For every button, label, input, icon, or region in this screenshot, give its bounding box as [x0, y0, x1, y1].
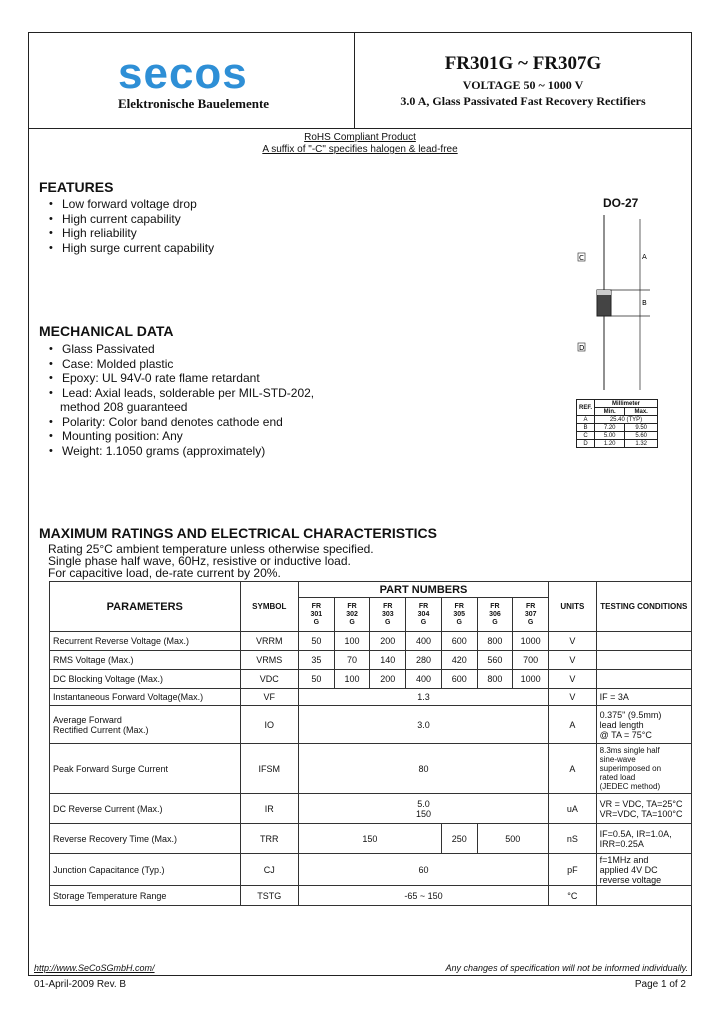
part-numbers-header: PART NUMBERS: [298, 582, 548, 598]
condition-cell: [596, 670, 691, 689]
ratings-note-2: Single phase half wave, 60Hz, resistive or inductive load.: [48, 554, 351, 568]
dim-max: 9.50: [625, 424, 658, 432]
table-row: [50, 670, 692, 689]
condition-cell: IF=0.5A, IR=1.0A, IRR=0.25A: [596, 824, 691, 854]
value-cell: 600: [441, 632, 477, 651]
unit-cell: pF: [549, 854, 597, 886]
list-item: • High current capability: [49, 212, 214, 227]
dim-ref: C: [577, 432, 595, 440]
units-header: UNITS: [549, 582, 597, 632]
symbol-cell: IR: [240, 794, 298, 824]
value-cell: 800: [477, 670, 513, 689]
value-cell: 500: [477, 824, 548, 854]
unit-cell: V: [549, 689, 597, 706]
dim-label: A: [642, 253, 647, 261]
value-cell: 400: [406, 670, 442, 689]
dim-min: 5.00: [595, 432, 625, 440]
symbol-cell: CJ: [240, 854, 298, 886]
value-cell: 60: [298, 854, 548, 886]
dim-ref: D: [577, 440, 595, 448]
table-row: [50, 706, 692, 744]
mechanical-title: MECHANICAL DATA: [39, 323, 174, 339]
footer-date: 01-April-2009 Rev. B: [34, 979, 127, 990]
table-row: [50, 886, 692, 906]
dim-max: 1.32: [625, 440, 658, 448]
footer-url[interactable]: http://www.SeCoSGmbH.com/: [34, 963, 155, 973]
list-item: • Glass Passivated: [49, 342, 314, 357]
condition-cell: f=1MHz and applied 4V DC reverse voltage: [596, 854, 691, 886]
ratings-table: [49, 581, 692, 906]
dim-min: 7.20: [595, 424, 625, 432]
ratings-note-1: Rating 25°C ambient temperature unless otherwise specified.: [48, 542, 374, 556]
value-cell: 100: [334, 670, 370, 689]
table-row: [577, 416, 658, 424]
value-cell: 200: [370, 632, 406, 651]
voltage-range: VOLTAGE 50 ~ 1000 V: [462, 78, 584, 92]
value-cell: -65 ~ 150: [298, 886, 548, 906]
list-item: • Polarity: Color band denotes cathode end: [49, 415, 314, 430]
param-cell: RMS Voltage (Max.): [50, 651, 241, 670]
unit-cell: V: [549, 632, 597, 651]
mechanical-list: [49, 342, 314, 458]
dim-min: 1.20: [595, 440, 625, 448]
value-cell: 560: [477, 651, 513, 670]
dim-min: 25.40 (TYP): [595, 416, 658, 424]
value-cell: 140: [370, 651, 406, 670]
dim-max: 5.60: [625, 432, 658, 440]
unit-cell: A: [549, 706, 597, 744]
value-cell: 600: [441, 670, 477, 689]
value-cell: 1000: [513, 632, 549, 651]
part-col-header: FR 306 G: [477, 598, 513, 632]
table-row: [577, 432, 658, 440]
list-item: • High reliability: [49, 226, 214, 241]
value-cell: 70: [334, 651, 370, 670]
param-cell: Storage Temperature Range: [50, 886, 241, 906]
condition-cell: IF = 3A: [596, 689, 691, 706]
list-item: • Lead: Axial leads, solderable per MIL-STD-202,: [49, 386, 314, 401]
value-cell: 5.0 150: [298, 794, 548, 824]
symbol-cell: TRR: [240, 824, 298, 854]
unit-cell: V: [549, 670, 597, 689]
list-item: • High surge current capability: [49, 241, 214, 256]
list-item-continued: method 208 guaranteed: [60, 400, 188, 414]
symbol-cell: TSTG: [240, 886, 298, 906]
ratings-title: MAXIMUM RATINGS AND ELECTRICAL CHARACTERISTICS: [39, 525, 437, 541]
symbol-cell: VF: [240, 689, 298, 706]
unit-cell: uA: [549, 794, 597, 824]
table-row: [577, 424, 658, 432]
value-cell: 3.0: [298, 706, 548, 744]
symbol-cell: VRRM: [240, 632, 298, 651]
table-row: [50, 854, 692, 886]
symbol-header: SYMBOL: [240, 582, 298, 632]
product-description: 3.0 A, Glass Passivated Fast Recovery Rectifiers: [400, 94, 646, 108]
header-divider: [28, 128, 692, 129]
package-name: DO-27: [603, 196, 639, 210]
part-col-header: FR 302 G: [334, 598, 370, 632]
value-cell: 35: [298, 651, 334, 670]
package-drawing: [570, 215, 660, 395]
condition-cell: [596, 886, 691, 906]
dim-label: B: [642, 299, 647, 307]
dim-ref: A: [577, 416, 595, 424]
table-row: [50, 651, 692, 670]
unit-cell: nS: [549, 824, 597, 854]
value-cell: 100: [334, 632, 370, 651]
table-row: [50, 744, 692, 794]
table-row: [50, 794, 692, 824]
value-cell: 280: [406, 651, 442, 670]
param-cell: DC Blocking Voltage (Max.): [50, 670, 241, 689]
condition-cell: [596, 632, 691, 651]
footer-page: Page 1 of 2: [634, 979, 686, 990]
halogen-note: A suffix of "-C" specifies halogen & lead-free: [262, 144, 458, 155]
list-item: • Epoxy: UL 94V-0 rate flame retardant: [49, 371, 314, 386]
list-item: • Case: Molded plastic: [49, 357, 314, 372]
param-cell: Average Forward Rectified Current (Max.): [50, 706, 241, 744]
ratings-note-3: For capacitive load, de-rate current by 20%.: [48, 566, 281, 580]
value-cell: 420: [441, 651, 477, 670]
part-col-header: FR 305 G: [441, 598, 477, 632]
condition-cell: 8.3ms single half sine-wave superimposed on rated load (JEDEC method): [596, 744, 691, 794]
dim-min-header: Min.: [595, 408, 625, 416]
dim-ref: B: [577, 424, 595, 432]
param-cell: DC Reverse Current (Max.): [50, 794, 241, 824]
value-cell: 250: [441, 824, 477, 854]
unit-cell: V: [549, 651, 597, 670]
list-item: • Mounting position: Any: [49, 429, 314, 444]
value-cell: 700: [513, 651, 549, 670]
condition-cell: VR = VDC, TA=25°C VR=VDC, TA=100°C: [596, 794, 691, 824]
dim-label: C: [579, 254, 584, 262]
features-list: [49, 197, 214, 255]
condition-cell: [596, 651, 691, 670]
value-cell: 1000: [513, 670, 549, 689]
value-cell: 150: [298, 824, 441, 854]
value-cell: 400: [406, 632, 442, 651]
symbol-cell: VRMS: [240, 651, 298, 670]
table-row: [50, 689, 692, 706]
param-cell: Recurrent Reverse Voltage (Max.): [50, 632, 241, 651]
symbol-cell: IO: [240, 706, 298, 744]
value-cell: 800: [477, 632, 513, 651]
list-item: • Low forward voltage drop: [49, 197, 214, 212]
condition-cell: 0.375" (9.5mm) lead length @ TA = 75°C: [596, 706, 691, 744]
list-item: • Weight: 1.1050 grams (approximately): [49, 444, 314, 459]
footer-disclaimer: Any changes of specification will not be informed individually.: [445, 963, 688, 973]
company-logo: secos: [118, 49, 248, 98]
company-subtitle: Elektronische Bauelemente: [118, 96, 270, 111]
param-cell: Junction Capacitance (Typ.): [50, 854, 241, 886]
dim-unit-header: Millimeter: [595, 400, 658, 408]
param-cell: Peak Forward Surge Current: [50, 744, 241, 794]
unit-cell: °C: [549, 886, 597, 906]
value-cell: 200: [370, 670, 406, 689]
parameters-header: PARAMETERS: [50, 582, 241, 632]
rohs-line: RoHS Compliant Product: [304, 132, 416, 143]
dim-max-header: Max.: [625, 408, 658, 416]
features-title: FEATURES: [39, 179, 114, 195]
part-col-header: FR 301 G: [298, 598, 334, 632]
value-cell: 1.3: [298, 689, 548, 706]
part-range-title: FR301G ~ FR307G: [444, 53, 602, 74]
dim-label: D: [579, 344, 585, 352]
symbol-cell: IFSM: [240, 744, 298, 794]
symbol-cell: VDC: [240, 670, 298, 689]
table-row: [50, 824, 692, 854]
part-col-header: FR 307 G: [513, 598, 549, 632]
unit-cell: A: [549, 744, 597, 794]
dim-ref-header: REF.: [577, 400, 595, 416]
value-cell: 50: [298, 632, 334, 651]
table-row: [577, 440, 658, 448]
value-cell: 50: [298, 670, 334, 689]
testing-header: TESTING CONDITIONS: [596, 582, 691, 632]
part-col-header: FR 304 G: [406, 598, 442, 632]
dimension-table: [576, 399, 658, 448]
param-cell: Reverse Recovery Time (Max.): [50, 824, 241, 854]
table-row: [50, 632, 692, 651]
param-cell: Instantaneous Forward Voltage(Max.): [50, 689, 241, 706]
value-cell: 80: [298, 744, 548, 794]
part-col-header: FR 303 G: [370, 598, 406, 632]
